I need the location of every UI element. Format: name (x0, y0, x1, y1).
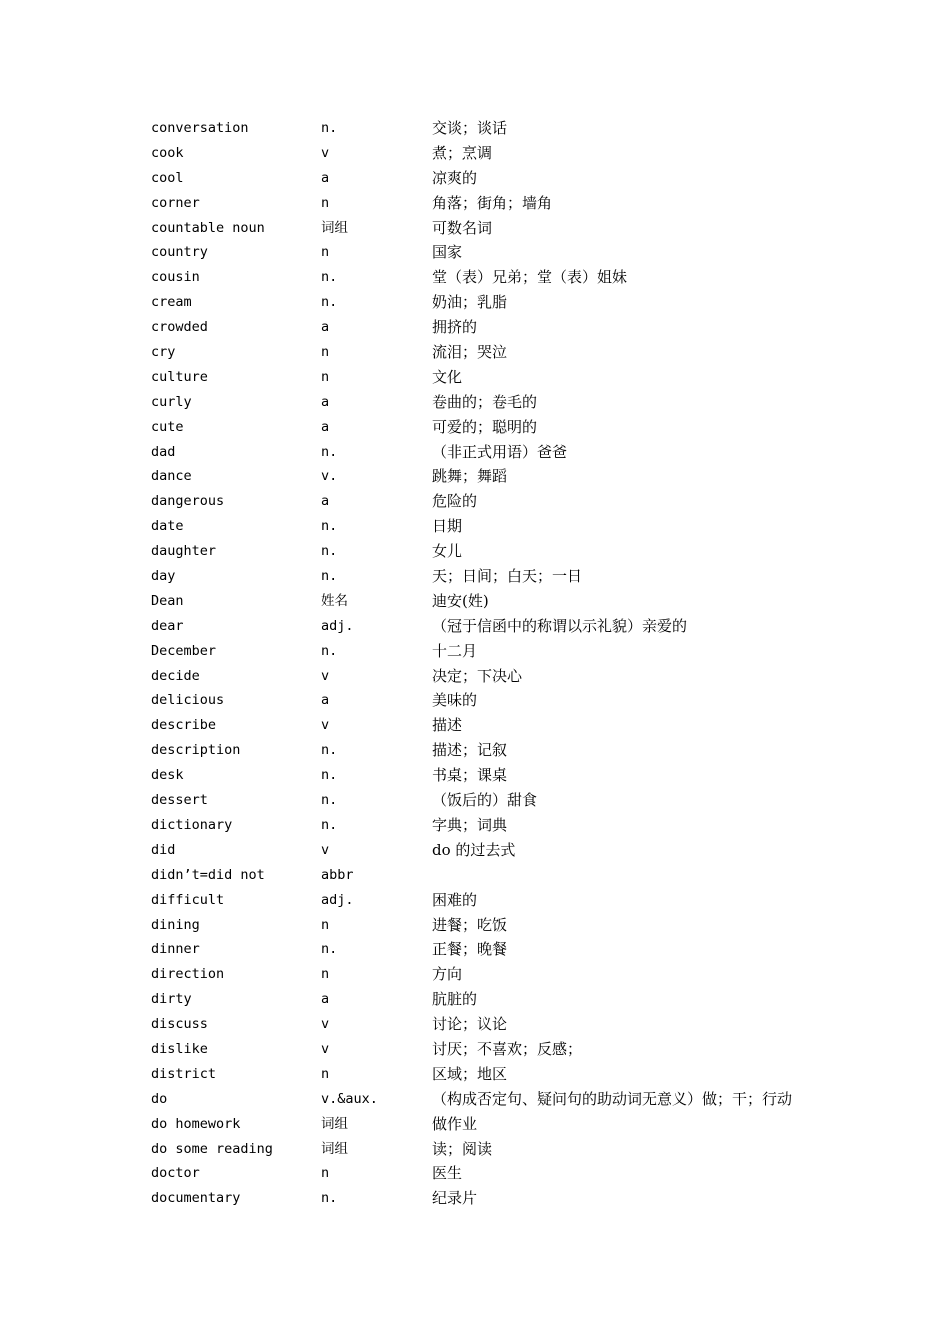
vocab-row (151, 390, 851, 415)
vocab-part-of-speech: n. (321, 568, 338, 585)
vocab-row (151, 589, 851, 614)
vocab-meaning: 正餐；晚餐 (432, 940, 508, 959)
vocab-meaning: 堂（表）兄弟；堂（表）姐妹 (432, 268, 628, 287)
vocab-word: Dean (151, 592, 184, 609)
vocab-part-of-speech: 词组 (321, 1140, 348, 1157)
vocab-row (151, 888, 851, 913)
vocab-word: district (151, 1065, 217, 1082)
vocab-meaning: 十二月 (432, 641, 478, 660)
vocab-part-of-speech: v (321, 144, 330, 161)
vocab-part-of-speech: 姓名 (321, 592, 348, 609)
vocab-row (151, 813, 851, 838)
vocab-part-of-speech: adj. (321, 891, 354, 908)
vocab-word: dirty (151, 991, 192, 1008)
vocab-part-of-speech: a (321, 991, 330, 1008)
vocab-row (151, 514, 851, 539)
vocab-part-of-speech: n. (321, 742, 338, 759)
vocab-word: didn’t=did not (151, 866, 265, 883)
vocab-row (151, 664, 851, 689)
vocab-meaning: 跳舞；舞蹈 (432, 467, 508, 486)
vocab-row (151, 564, 851, 589)
vocab-part-of-speech: n (321, 916, 330, 933)
vocab-row (151, 539, 851, 564)
vocab-part-of-speech: n (321, 344, 330, 361)
vocab-meaning: 天；日间；白天；一日 (432, 567, 583, 586)
vocab-part-of-speech: v (321, 841, 330, 858)
vocab-row (151, 863, 851, 888)
vocab-word: dangerous (151, 493, 225, 510)
vocab-meaning: （饭后的）甜食 (432, 791, 538, 810)
vocab-part-of-speech: n. (321, 294, 338, 311)
vocab-word: daughter (151, 543, 217, 560)
vocab-meaning: 讨论；议论 (432, 1015, 508, 1034)
vocab-row (151, 315, 851, 340)
vocab-word: do (151, 1090, 168, 1107)
vocab-meaning: 文化 (432, 367, 463, 386)
vocab-word: difficult (151, 891, 225, 908)
vocab-meaning: 拥挤的 (432, 318, 478, 337)
vocab-part-of-speech: n. (321, 816, 338, 833)
vocab-part-of-speech: a (321, 493, 330, 510)
vocab-part-of-speech: n. (321, 1190, 338, 1207)
vocab-word: country (151, 244, 208, 261)
vocab-part-of-speech: n (321, 1065, 330, 1082)
vocab-meaning: 可爱的；聪明的 (432, 417, 538, 436)
vocab-meaning: 交谈；谈话 (432, 119, 508, 137)
vocab-word: dessert (151, 792, 208, 809)
vocab-meaning: 肮脏的 (432, 990, 478, 1009)
vocab-word: describe (151, 717, 217, 734)
vocab-part-of-speech: v.&aux. (321, 1090, 378, 1107)
vocab-meaning: 书桌；课桌 (432, 766, 508, 785)
vocab-word: description (151, 742, 241, 759)
vocab-part-of-speech: n. (321, 269, 338, 286)
vocab-part-of-speech: abbr (321, 866, 354, 883)
vocab-meaning: 角落；街角；墙角 (432, 193, 553, 212)
vocab-part-of-speech: n (321, 1165, 330, 1182)
vocab-row (151, 464, 851, 489)
vocab-meaning: 日期 (432, 517, 463, 536)
vocab-meaning: 美味的 (432, 691, 478, 710)
vocab-word: cry (151, 344, 176, 361)
vocab-row (151, 290, 851, 315)
vocab-part-of-speech: n. (321, 518, 338, 535)
vocab-part-of-speech: a (321, 393, 330, 410)
vocab-row (151, 265, 851, 290)
vocab-word: documentary (151, 1190, 241, 1207)
vocab-part-of-speech: a (321, 319, 330, 336)
vocab-meaning: 区域；地区 (432, 1064, 508, 1083)
vocab-row (151, 1186, 851, 1211)
vocab-meaning: （冠于信函中的称谓以示礼貌）亲爱的 (432, 616, 688, 635)
vocab-word: cute (151, 418, 184, 435)
vocab-meaning: 医生 (432, 1164, 463, 1183)
vocab-meaning: 女儿 (432, 542, 463, 561)
vocab-part-of-speech: n. (321, 543, 338, 560)
vocab-word: culture (151, 368, 208, 385)
vocab-row (151, 838, 851, 863)
vocab-row (151, 440, 851, 465)
vocab-part-of-speech: a (321, 692, 330, 709)
vocab-meaning: do 的过去式 (432, 840, 516, 859)
vocab-row (151, 116, 851, 141)
vocab-word: doctor (151, 1165, 200, 1182)
vocab-row (151, 216, 851, 241)
vocab-part-of-speech: n (321, 244, 330, 261)
vocab-part-of-speech: v (321, 667, 330, 684)
vocab-part-of-speech: v (321, 1040, 330, 1057)
vocab-part-of-speech: a (321, 418, 330, 435)
vocab-meaning: 奶油；乳脂 (432, 293, 508, 312)
vocab-word: desk (151, 767, 184, 784)
vocab-word: delicious (151, 692, 225, 709)
vocab-part-of-speech: n. (321, 792, 338, 809)
vocab-word: dear (151, 617, 184, 634)
vocabulary-list (151, 116, 851, 1211)
vocab-word: cool (151, 169, 184, 186)
vocab-word: discuss (151, 1016, 208, 1033)
vocab-word: decide (151, 667, 200, 684)
vocab-row (151, 738, 851, 763)
vocab-row (151, 1062, 851, 1087)
vocab-row (151, 240, 851, 265)
vocab-row (151, 987, 851, 1012)
vocab-meaning: （构成否定句、疑问句的助动词无意义）做；干；行动 (432, 1089, 793, 1108)
vocab-part-of-speech: adj. (321, 617, 354, 634)
vocab-word: direction (151, 966, 225, 983)
vocab-part-of-speech: n (321, 966, 330, 983)
vocab-row (151, 191, 851, 216)
vocab-meaning: 字典；词典 (432, 815, 508, 834)
vocab-word: dinner (151, 941, 200, 958)
vocab-part-of-speech: 词组 (321, 219, 348, 236)
vocab-row (151, 340, 851, 365)
vocab-word: cream (151, 294, 192, 311)
vocab-word: countable noun (151, 219, 265, 236)
vocab-row (151, 1037, 851, 1062)
vocab-part-of-speech: v (321, 1016, 330, 1033)
vocab-row (151, 1012, 851, 1037)
vocab-part-of-speech: n (321, 194, 330, 211)
vocab-row (151, 614, 851, 639)
vocab-row (151, 1112, 851, 1137)
vocab-part-of-speech: n. (321, 120, 338, 136)
vocab-word: dictionary (151, 816, 233, 833)
vocab-row (151, 166, 851, 191)
vocab-meaning: 做作业 (432, 1114, 478, 1133)
vocab-part-of-speech: n. (321, 443, 338, 460)
vocab-row (151, 913, 851, 938)
vocab-row (151, 788, 851, 813)
vocab-word: dad (151, 443, 176, 460)
vocab-row (151, 937, 851, 962)
vocab-meaning: 迪安(姓) (432, 591, 489, 610)
vocab-meaning: 读；阅读 (432, 1139, 493, 1158)
vocab-meaning: 方向 (432, 965, 463, 984)
vocab-meaning: 煮；烹调 (432, 143, 493, 162)
vocab-word: dining (151, 916, 200, 933)
vocab-meaning: （非正式用语）爸爸 (432, 442, 568, 461)
vocab-part-of-speech: n. (321, 941, 338, 958)
vocab-row (151, 1087, 851, 1112)
vocab-meaning: 决定；下决心 (432, 666, 523, 685)
vocab-meaning: 可数名词 (432, 218, 493, 237)
vocab-row (151, 639, 851, 664)
vocab-word: dance (151, 468, 192, 485)
vocab-meaning: 卷曲的；卷毛的 (432, 392, 538, 411)
vocab-meaning: 进餐；吃饭 (432, 915, 508, 934)
vocab-meaning: 纪录片 (432, 1189, 478, 1208)
vocab-word: crowded (151, 319, 208, 336)
vocab-part-of-speech: a (321, 169, 330, 186)
vocab-row (151, 1137, 851, 1162)
vocab-row (151, 763, 851, 788)
vocab-word: date (151, 518, 184, 535)
vocab-part-of-speech: v (321, 717, 330, 734)
vocab-meaning: 描述；记叙 (432, 741, 508, 760)
vocab-meaning: 凉爽的 (432, 168, 478, 187)
vocab-row (151, 688, 851, 713)
vocab-row (151, 489, 851, 514)
vocab-meaning: 危险的 (432, 492, 478, 511)
vocab-word: do homework (151, 1115, 241, 1132)
vocab-word: curly (151, 393, 192, 410)
vocab-word: do some reading (151, 1140, 273, 1157)
vocab-part-of-speech: 词组 (321, 1115, 348, 1132)
vocab-row (151, 1161, 851, 1186)
vocab-row (151, 415, 851, 440)
vocab-meaning: 国家 (432, 243, 463, 262)
vocab-word: conversation (151, 120, 249, 136)
vocab-meaning: 流泪；哭泣 (432, 343, 508, 362)
vocab-word: cook (151, 144, 184, 161)
vocab-word: dislike (151, 1040, 208, 1057)
vocab-meaning: 讨厌；不喜欢；反感； (432, 1039, 583, 1058)
vocab-word: day (151, 568, 176, 585)
vocab-word: December (151, 642, 217, 659)
vocab-row (151, 962, 851, 987)
vocab-row (151, 713, 851, 738)
vocab-row (151, 365, 851, 390)
vocab-meaning: 描述 (432, 716, 463, 735)
vocab-meaning: 困难的 (432, 890, 478, 909)
vocab-word: corner (151, 194, 200, 211)
vocab-part-of-speech: n. (321, 642, 338, 659)
vocab-word: did (151, 841, 176, 858)
vocab-row (151, 141, 851, 166)
vocab-part-of-speech: v. (321, 468, 338, 485)
vocab-part-of-speech: n (321, 368, 330, 385)
vocab-part-of-speech: n. (321, 767, 338, 784)
vocab-word: cousin (151, 269, 200, 286)
